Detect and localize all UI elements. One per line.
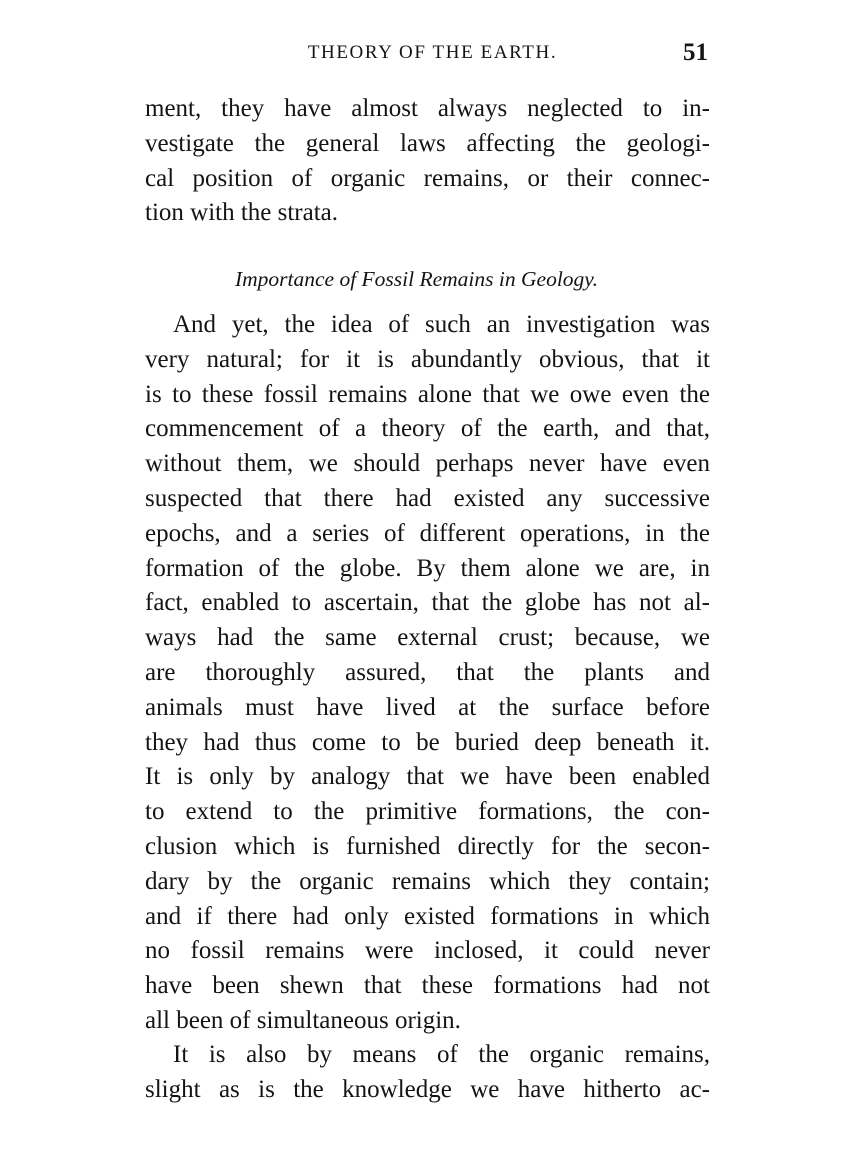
- text-line: slight as is the knowledge we have hitherto ac-: [145, 1075, 710, 1103]
- text-line: animals must have lived at the surface before: [145, 693, 710, 721]
- text-line: ways had the same external crust; because, we: [145, 624, 710, 652]
- text-line: formation of the globe. By them alone we are, in: [145, 554, 710, 582]
- text-line: And yet, the idea of such an investigation was: [173, 311, 710, 338]
- text-line: fact, enabled to ascertain, that the globe has not al-: [145, 589, 710, 617]
- text-line: is to these fossil remains alone that we owe even the: [145, 380, 710, 408]
- text-line: suspected that there had existed any successive: [145, 484, 710, 512]
- section-subheading: Importance of Fossil Remains in Geology.: [234, 267, 599, 291]
- text-line: epochs, and a series of different operations, in the: [145, 519, 710, 547]
- running-title: THEORY OF THE EARTH.: [307, 42, 558, 63]
- text-line: commencement of a theory of the earth, and that,: [145, 415, 710, 443]
- text-line: to extend to the primitive formations, the con-: [145, 798, 710, 826]
- text-line: they had thus come to be buried deep beneath it.: [145, 728, 710, 756]
- text-line: no fossil remains were inclosed, it could never: [145, 937, 710, 965]
- paragraph-importance: [145, 308, 710, 1039]
- text-line: have been shewn that these formations had not: [145, 972, 710, 1000]
- page-number: 51: [683, 39, 708, 66]
- text-line: ment, they have almost always neglected to in-: [145, 95, 710, 122]
- text-line: cal position of organic remains, or their connec-: [145, 164, 710, 192]
- text-line: without them, we should perhaps never have even: [145, 450, 710, 478]
- text-line: vestigate the general laws affecting the geologi-: [145, 129, 710, 157]
- text-line: all been of simultaneous origin.: [145, 1006, 461, 1034]
- paragraph-organic-remains: [145, 1038, 710, 1108]
- paragraph-continuation: [145, 92, 710, 231]
- text-line: It is also by means of the organic remains,: [173, 1041, 710, 1068]
- text-line: It is only by analogy that we have been enabled: [145, 763, 710, 791]
- text-line: and if there had only existed formations in which: [145, 902, 710, 930]
- text-line: tion with the strata.: [145, 199, 339, 227]
- text-line: dary by the organic remains which they contain;: [145, 867, 710, 895]
- text-line: are thoroughly assured, that the plants and: [145, 658, 710, 686]
- text-line: clusion which is furnished directly for the secon-: [145, 832, 710, 860]
- text-line: very natural; for it is abundantly obvious, that it: [145, 345, 710, 373]
- running-head: [145, 38, 710, 68]
